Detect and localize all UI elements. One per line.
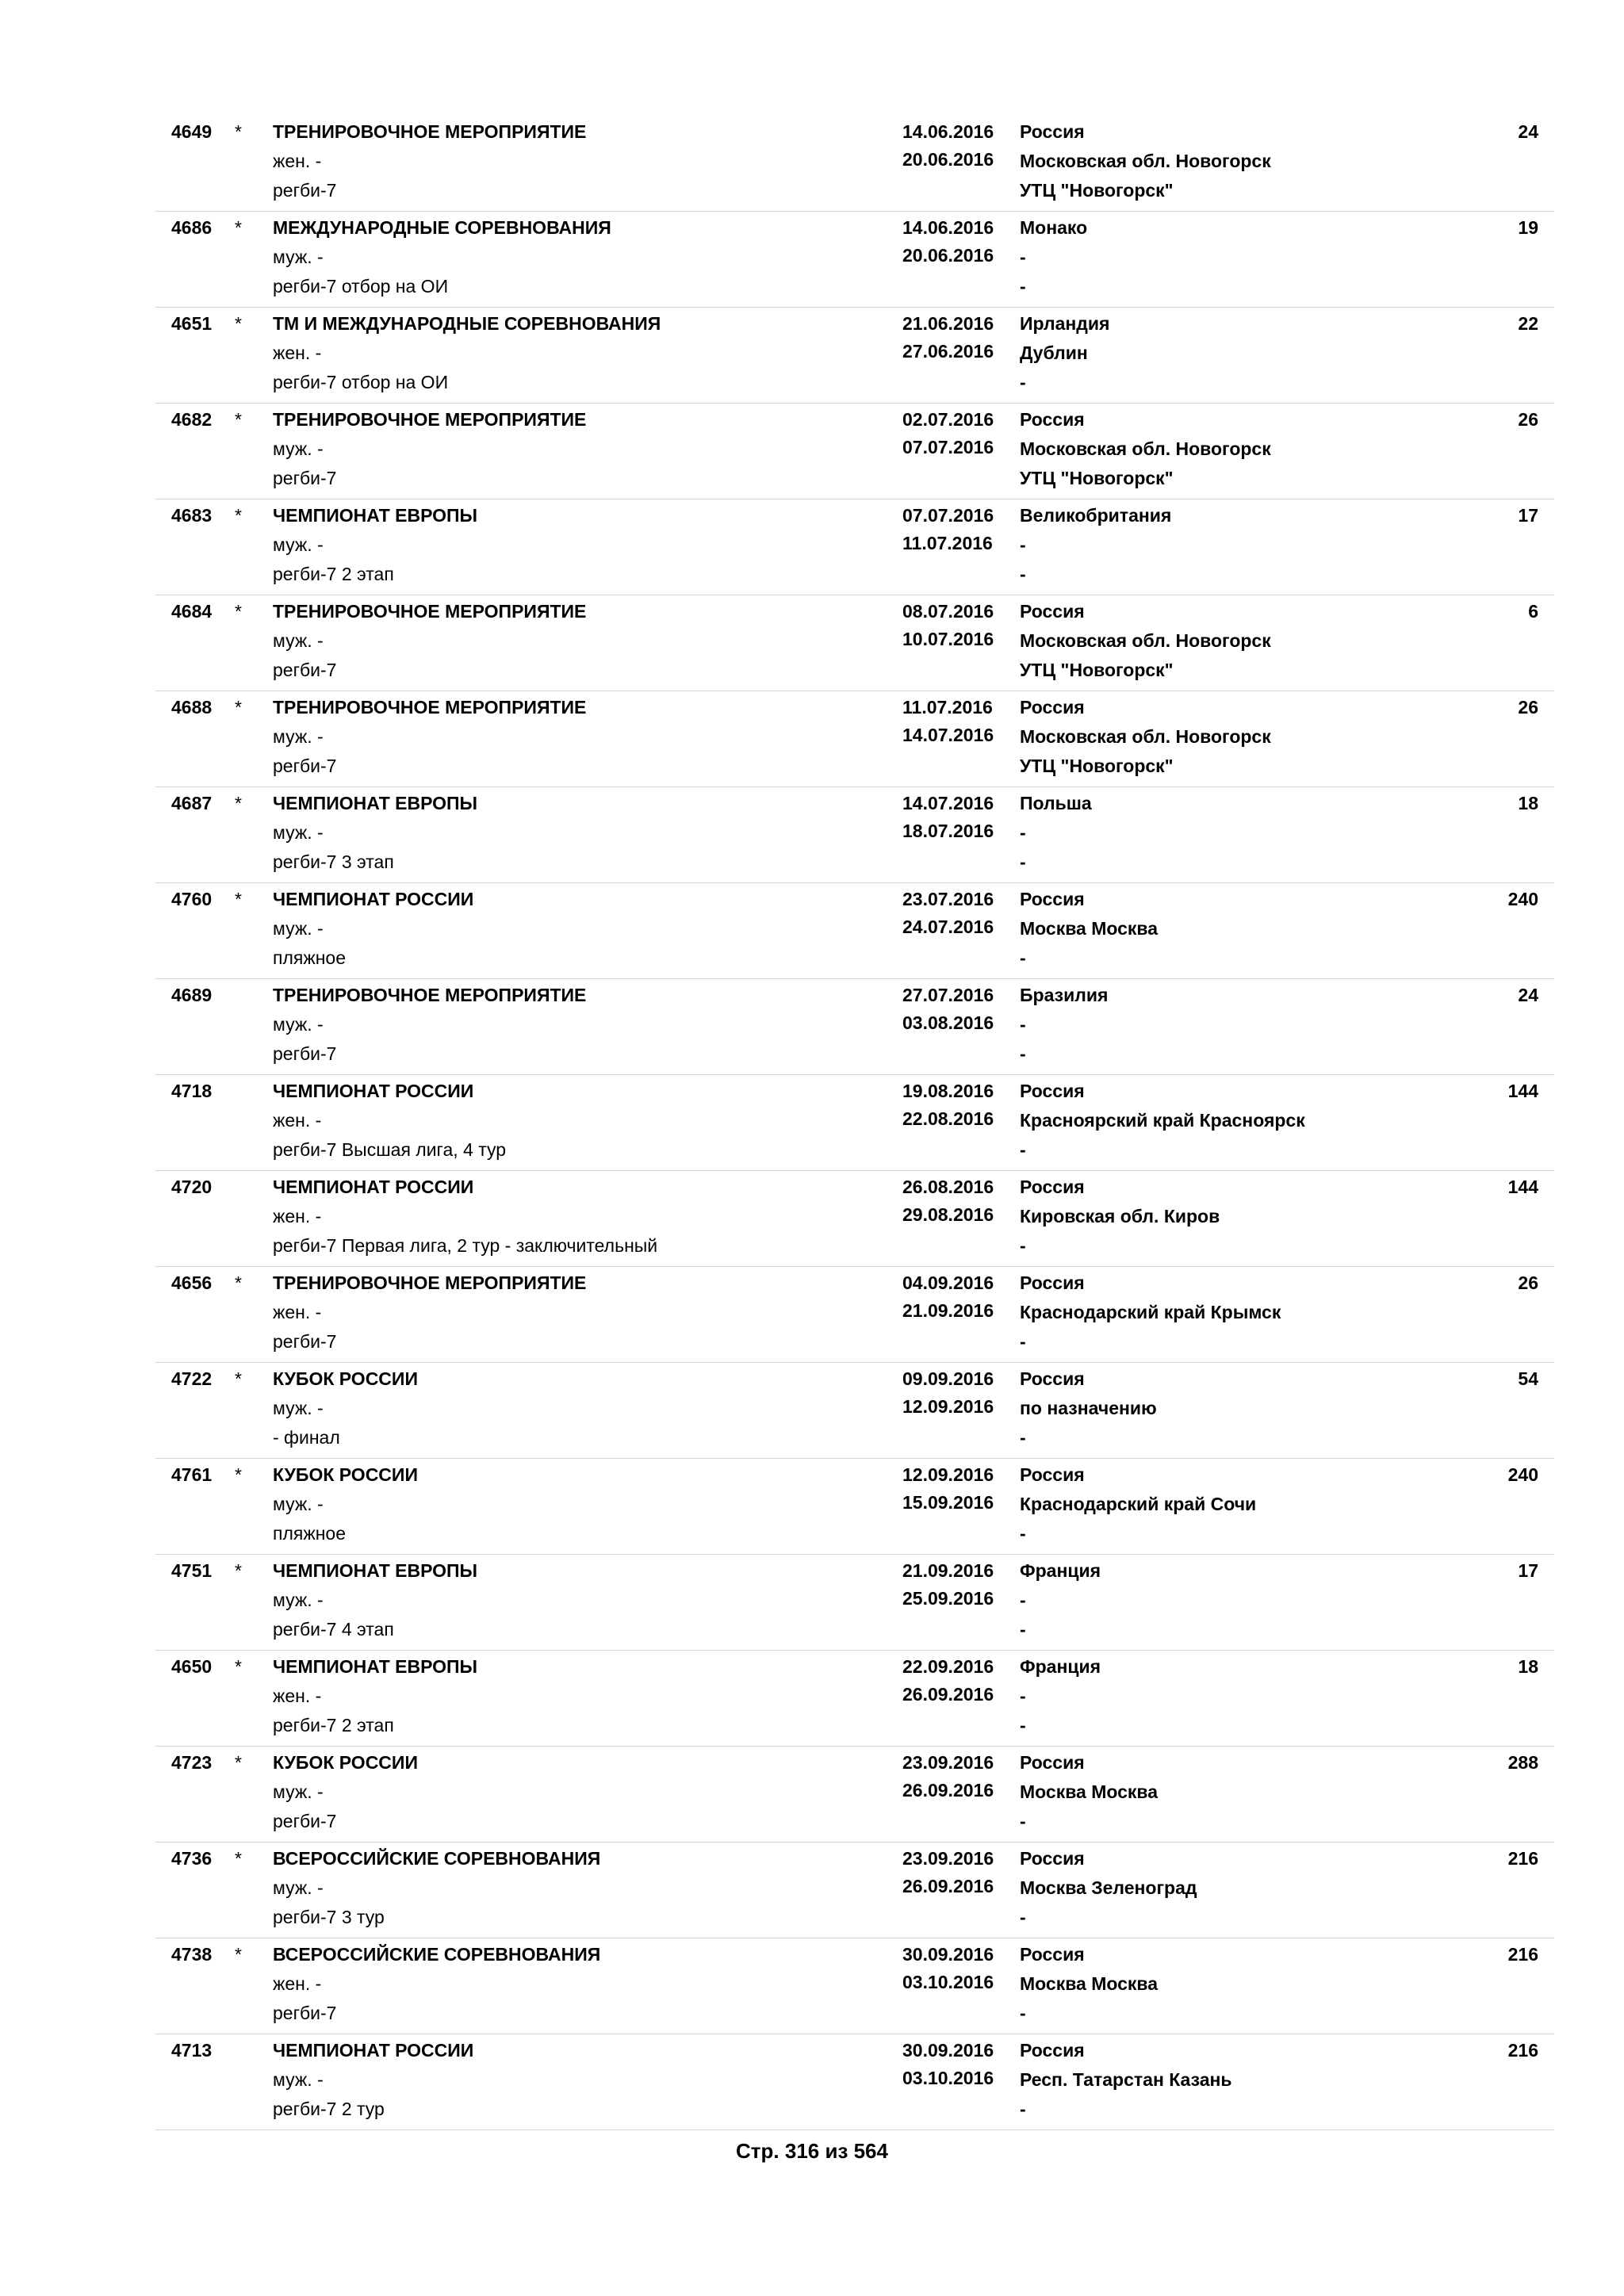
event-date-start: 11.07.2016	[902, 697, 993, 718]
event-discipline: регби-7 отбор на ОИ	[273, 372, 449, 392]
event-location: Краснодарский край Крымск	[1020, 1302, 1281, 1322]
event-row	[155, 2034, 1554, 2130]
event-participants: 240	[1507, 889, 1538, 909]
event-date-start: 07.07.2016	[902, 505, 994, 526]
event-participants: 26	[1518, 1272, 1538, 1293]
event-row	[155, 1747, 1554, 1843]
event-title: ЧЕМПИОНАТ РОССИИ	[273, 1177, 474, 1197]
event-marker: *	[235, 121, 242, 142]
event-row	[155, 212, 1554, 308]
event-gender: муж. -	[273, 918, 324, 939]
event-marker: *	[235, 601, 242, 622]
event-date-start: 30.09.2016	[902, 1944, 994, 1965]
event-country: Россия	[1020, 1944, 1085, 1965]
event-date-start: 27.07.2016	[902, 985, 994, 1005]
event-gender: муж. -	[273, 1877, 324, 1898]
event-date-start: 04.09.2016	[902, 1272, 994, 1293]
event-title: ЧЕМПИОНАТ ЕВРОПЫ	[273, 1656, 478, 1677]
event-title: ВСЕРОССИЙСКИЕ СОРЕВНОВАНИЯ	[273, 1848, 601, 1869]
event-country: Россия	[1020, 409, 1085, 430]
event-participants: 26	[1518, 697, 1538, 718]
event-discipline: регби-7	[273, 468, 337, 488]
event-number: 4649	[171, 121, 213, 142]
event-number: 4723	[171, 1752, 213, 1773]
event-title: ЧЕМПИОНАТ РОССИИ	[273, 2040, 474, 2061]
event-participants: 17	[1518, 505, 1538, 526]
event-row	[155, 1459, 1554, 1555]
event-gender: муж. -	[273, 1014, 324, 1035]
event-location: Красноярский край Красноярск	[1020, 1110, 1305, 1131]
event-country: Россия	[1020, 1752, 1085, 1773]
event-number: 4760	[171, 889, 213, 909]
event-date-end: 07.07.2016	[902, 437, 994, 457]
event-venue: УТЦ "Новогорск"	[1020, 468, 1174, 488]
event-participants: 288	[1507, 1752, 1538, 1773]
event-number: 4650	[171, 1656, 213, 1677]
event-date-start: 21.09.2016	[902, 1560, 994, 1581]
event-gender: муж. -	[273, 247, 324, 267]
event-number: 4687	[171, 793, 213, 813]
event-number: 4761	[171, 1464, 213, 1485]
event-discipline: регби-7 4 этап	[273, 1619, 394, 1640]
event-location: Московская обл. Новогорск	[1020, 726, 1271, 747]
event-gender: жен. -	[273, 1302, 322, 1322]
event-discipline: регби-7	[273, 1043, 337, 1064]
event-row	[155, 1843, 1554, 1938]
event-venue: -	[1020, 1427, 1026, 1448]
event-discipline: регби-7 3 тур	[273, 1907, 385, 1927]
event-participants: 18	[1518, 1656, 1538, 1677]
event-marker: *	[235, 1656, 242, 1677]
event-location: Московская обл. Новогорск	[1020, 438, 1271, 459]
event-participants: 216	[1507, 1944, 1538, 1965]
event-country: Ирландия	[1020, 313, 1110, 334]
event-row	[155, 1171, 1554, 1267]
event-gender: жен. -	[273, 342, 322, 363]
event-country: Россия	[1020, 2040, 1085, 2061]
event-participants: 19	[1518, 217, 1538, 238]
event-gender: муж. -	[273, 630, 324, 651]
event-country: Россия	[1020, 1848, 1085, 1869]
event-number: 4689	[171, 985, 213, 1005]
event-date-end: 03.08.2016	[902, 1012, 994, 1033]
event-date-end: 26.09.2016	[902, 1876, 994, 1896]
event-country: Россия	[1020, 1081, 1085, 1101]
event-venue: -	[1020, 564, 1026, 584]
event-date-end: 03.10.2016	[902, 2068, 994, 2088]
event-discipline: регби-7 3 этап	[273, 851, 394, 872]
event-title: ТРЕНИРОВОЧНОЕ МЕРОПРИЯТИЕ	[273, 601, 587, 622]
event-discipline: регби-7 2 этап	[273, 1715, 394, 1735]
event-date-start: 02.07.2016	[902, 409, 994, 430]
event-discipline: регби-7	[273, 756, 337, 776]
event-title: КУБОК РОССИИ	[273, 1752, 418, 1773]
event-country: Польша	[1020, 793, 1092, 813]
event-date-end: 18.07.2016	[902, 821, 994, 841]
event-title: ЧЕМПИОНАТ ЕВРОПЫ	[273, 505, 478, 526]
event-date-end: 03.10.2016	[902, 1972, 994, 1992]
event-gender: муж. -	[273, 534, 324, 555]
event-venue: -	[1020, 947, 1026, 968]
event-country: Россия	[1020, 1272, 1085, 1293]
event-title: ТМ И МЕЖДУНАРОДНЫЕ СОРЕВНОВАНИЯ	[273, 313, 661, 334]
event-date-end: 26.09.2016	[902, 1780, 994, 1800]
event-date-end: 15.09.2016	[902, 1492, 994, 1513]
event-date-end: 20.06.2016	[902, 245, 994, 266]
event-title: ТРЕНИРОВОЧНОЕ МЕРОПРИЯТИЕ	[273, 121, 587, 142]
event-discipline: регби-7	[273, 1331, 337, 1352]
event-date-end: 24.07.2016	[902, 916, 994, 937]
event-date-start: 12.09.2016	[902, 1464, 994, 1485]
event-location: Москва Москва	[1020, 918, 1159, 939]
event-marker: *	[235, 1272, 242, 1293]
event-title: КУБОК РОССИИ	[273, 1368, 418, 1389]
event-marker: *	[235, 1368, 242, 1389]
event-participants: 17	[1518, 1560, 1538, 1581]
event-country: Россия	[1020, 1464, 1085, 1485]
event-gender: муж. -	[273, 1398, 324, 1418]
event-marker: *	[235, 1464, 242, 1485]
event-number: 4656	[171, 1272, 213, 1293]
event-venue: -	[1020, 1715, 1026, 1735]
event-date-start: 21.06.2016	[902, 313, 994, 334]
event-row	[155, 1267, 1554, 1363]
event-row	[155, 308, 1554, 404]
event-number: 4720	[171, 1177, 213, 1197]
event-location: Респ. Татарстан Казань	[1020, 2069, 1232, 2090]
event-date-end: 14.07.2016	[902, 725, 994, 745]
event-marker: *	[235, 1848, 242, 1869]
event-title: КУБОК РОССИИ	[273, 1464, 418, 1485]
event-title: ТРЕНИРОВОЧНОЕ МЕРОПРИЯТИЕ	[273, 1272, 587, 1293]
events-list	[155, 116, 1554, 2130]
event-marker: *	[235, 1560, 242, 1581]
event-number: 4682	[171, 409, 213, 430]
event-date-end: 26.09.2016	[902, 1684, 994, 1705]
event-number: 4684	[171, 601, 213, 622]
event-row	[155, 116, 1554, 212]
event-date-start: 09.09.2016	[902, 1368, 994, 1389]
event-participants: 240	[1507, 1464, 1538, 1485]
event-row	[155, 1363, 1554, 1459]
event-venue: -	[1020, 1331, 1026, 1352]
event-title: МЕЖДУНАРОДНЫЕ СОРЕВНОВАНИЯ	[273, 217, 611, 238]
event-date-start: 19.08.2016	[902, 1081, 994, 1101]
event-venue: -	[1020, 851, 1026, 872]
event-marker: *	[235, 1944, 242, 1965]
event-number: 4722	[171, 1368, 213, 1389]
event-date-start: 23.09.2016	[902, 1752, 994, 1773]
event-title: ТРЕНИРОВОЧНОЕ МЕРОПРИЯТИЕ	[273, 409, 587, 430]
event-row	[155, 595, 1554, 691]
event-country: Великобритания	[1020, 505, 1172, 526]
event-location: Дублин	[1020, 342, 1088, 363]
event-location: Московская обл. Новогорск	[1020, 630, 1271, 651]
event-participants: 216	[1507, 1848, 1538, 1869]
event-participants: 6	[1528, 601, 1538, 622]
page-number: Стр. 316 из 564	[736, 2139, 888, 2163]
event-title: ЧЕМПИОНАТ РОССИИ	[273, 889, 474, 909]
event-marker: *	[235, 793, 242, 813]
event-number: 4683	[171, 505, 213, 526]
event-date-start: 30.09.2016	[902, 2040, 994, 2061]
event-number: 4718	[171, 1081, 213, 1101]
event-date-start: 14.06.2016	[902, 217, 994, 238]
event-participants: 26	[1518, 409, 1538, 430]
event-participants: 22	[1518, 313, 1538, 334]
event-date-end: 21.09.2016	[902, 1300, 994, 1321]
event-venue: -	[1020, 1139, 1026, 1160]
event-discipline: пляжное	[273, 1523, 346, 1544]
event-discipline: регби-7 Высшая лига, 4 тур	[273, 1139, 507, 1160]
event-marker: *	[235, 1752, 242, 1773]
event-country: Россия	[1020, 601, 1085, 622]
event-gender: муж. -	[273, 822, 324, 843]
event-gender: жен. -	[273, 1686, 322, 1706]
event-venue: -	[1020, 2099, 1026, 2119]
event-venue: УТЦ "Новогорск"	[1020, 756, 1174, 776]
event-title: ЧЕМПИОНАТ ЕВРОПЫ	[273, 793, 478, 813]
event-country: Россия	[1020, 1177, 1085, 1197]
event-participants: 24	[1518, 121, 1538, 142]
event-marker: *	[235, 889, 242, 909]
event-date-start: 22.09.2016	[902, 1656, 994, 1677]
event-date-end: 29.08.2016	[902, 1204, 994, 1225]
event-date-start: 23.07.2016	[902, 889, 994, 909]
event-venue: -	[1020, 1907, 1026, 1927]
event-gender: муж. -	[273, 2069, 324, 2090]
event-location: Москва Москва	[1020, 1781, 1159, 1802]
event-location: -	[1020, 1686, 1026, 1706]
event-date-start: 14.07.2016	[902, 793, 994, 813]
event-date-end: 10.07.2016	[902, 629, 994, 649]
event-row	[155, 1938, 1554, 2034]
event-row	[155, 691, 1554, 787]
event-date-end: 22.08.2016	[902, 1108, 994, 1129]
event-location: Москва Москва	[1020, 1973, 1159, 1994]
event-title: ЧЕМПИОНАТ РОССИИ	[273, 1081, 474, 1101]
event-country: Франция	[1020, 1560, 1101, 1581]
event-number: 4713	[171, 2040, 213, 2061]
event-date-start: 14.06.2016	[902, 121, 994, 142]
event-discipline: регби-7 отбор на ОИ	[273, 276, 449, 297]
event-title: ЧЕМПИОНАТ ЕВРОПЫ	[273, 1560, 478, 1581]
event-location: -	[1020, 1014, 1026, 1035]
event-number: 4688	[171, 697, 213, 718]
event-venue: -	[1020, 372, 1026, 392]
event-location: -	[1020, 1590, 1026, 1610]
event-country: Россия	[1020, 121, 1085, 142]
event-venue: -	[1020, 1523, 1026, 1544]
event-participants: 24	[1518, 985, 1538, 1005]
event-gender: жен. -	[273, 151, 322, 171]
event-row	[155, 979, 1554, 1075]
event-location: -	[1020, 247, 1026, 267]
event-location: -	[1020, 822, 1026, 843]
event-country: Россия	[1020, 889, 1085, 909]
event-number: 4686	[171, 217, 213, 238]
event-gender: муж. -	[273, 1781, 324, 1802]
event-date-end: 12.09.2016	[902, 1396, 994, 1417]
event-number: 4751	[171, 1560, 213, 1581]
event-gender: муж. -	[273, 1494, 324, 1514]
event-gender: жен. -	[273, 1110, 322, 1131]
event-gender: жен. -	[273, 1973, 322, 1994]
event-title: ТРЕНИРОВОЧНОЕ МЕРОПРИЯТИЕ	[273, 985, 587, 1005]
event-number: 4651	[171, 313, 213, 334]
event-discipline: регби-7 2 этап	[273, 564, 394, 584]
event-country: Монако	[1020, 217, 1088, 238]
event-row	[155, 787, 1554, 883]
event-marker: *	[235, 313, 242, 334]
event-number: 4736	[171, 1848, 213, 1869]
event-title: ВСЕРОССИЙСКИЕ СОРЕВНОВАНИЯ	[273, 1944, 601, 1965]
event-discipline: регби-7	[273, 2003, 337, 2023]
event-venue: -	[1020, 1235, 1026, 1256]
event-discipline: пляжное	[273, 947, 346, 968]
event-row	[155, 1075, 1554, 1171]
event-number: 4738	[171, 1944, 213, 1965]
event-venue: -	[1020, 276, 1026, 297]
event-row	[155, 1651, 1554, 1747]
event-venue: -	[1020, 1811, 1026, 1831]
event-location: Московская обл. Новогорск	[1020, 151, 1271, 171]
event-location: по назначению	[1020, 1398, 1157, 1418]
event-date-end: 11.07.2016	[902, 533, 993, 553]
event-date-end: 25.09.2016	[902, 1588, 994, 1609]
event-location: Москва Зеленоград	[1020, 1877, 1197, 1898]
event-country: Россия	[1020, 1368, 1085, 1389]
event-location: Краснодарский край Сочи	[1020, 1494, 1257, 1514]
event-venue: УТЦ "Новогорск"	[1020, 660, 1174, 680]
event-venue: УТЦ "Новогорск"	[1020, 180, 1174, 201]
event-participants: 18	[1518, 793, 1538, 813]
event-venue: -	[1020, 1043, 1026, 1064]
event-discipline: регби-7	[273, 1811, 337, 1831]
event-row	[155, 883, 1554, 979]
event-row	[155, 499, 1554, 595]
event-marker: *	[235, 409, 242, 430]
event-participants: 54	[1518, 1368, 1538, 1389]
event-discipline: регби-7	[273, 180, 337, 201]
event-participants: 144	[1507, 1177, 1538, 1197]
event-marker: *	[235, 505, 242, 526]
event-discipline: - финал	[273, 1427, 340, 1448]
event-country: Бразилия	[1020, 985, 1109, 1005]
event-location: Кировская обл. Киров	[1020, 1206, 1220, 1226]
event-country: Россия	[1020, 697, 1085, 718]
event-venue: -	[1020, 1619, 1026, 1640]
event-discipline: регби-7 2 тур	[273, 2099, 385, 2119]
event-title: ТРЕНИРОВОЧНОЕ МЕРОПРИЯТИЕ	[273, 697, 587, 718]
event-participants: 216	[1507, 2040, 1538, 2061]
event-date-start: 26.08.2016	[902, 1177, 994, 1197]
event-discipline: регби-7 Первая лига, 2 тур - заключительный	[273, 1235, 658, 1256]
event-location: -	[1020, 534, 1026, 555]
event-date-end: 27.06.2016	[902, 341, 994, 362]
event-row	[155, 404, 1554, 499]
event-date-end: 20.06.2016	[902, 149, 994, 170]
event-gender: муж. -	[273, 438, 324, 459]
event-gender: муж. -	[273, 726, 324, 747]
event-gender: муж. -	[273, 1590, 324, 1610]
event-participants: 144	[1507, 1081, 1538, 1101]
event-marker: *	[235, 697, 242, 718]
event-venue: -	[1020, 2003, 1026, 2023]
event-marker: *	[235, 217, 242, 238]
event-date-start: 08.07.2016	[902, 601, 994, 622]
event-row	[155, 1555, 1554, 1651]
event-country: Франция	[1020, 1656, 1101, 1677]
event-discipline: регби-7	[273, 660, 337, 680]
event-gender: жен. -	[273, 1206, 322, 1226]
event-date-start: 23.09.2016	[902, 1848, 994, 1869]
